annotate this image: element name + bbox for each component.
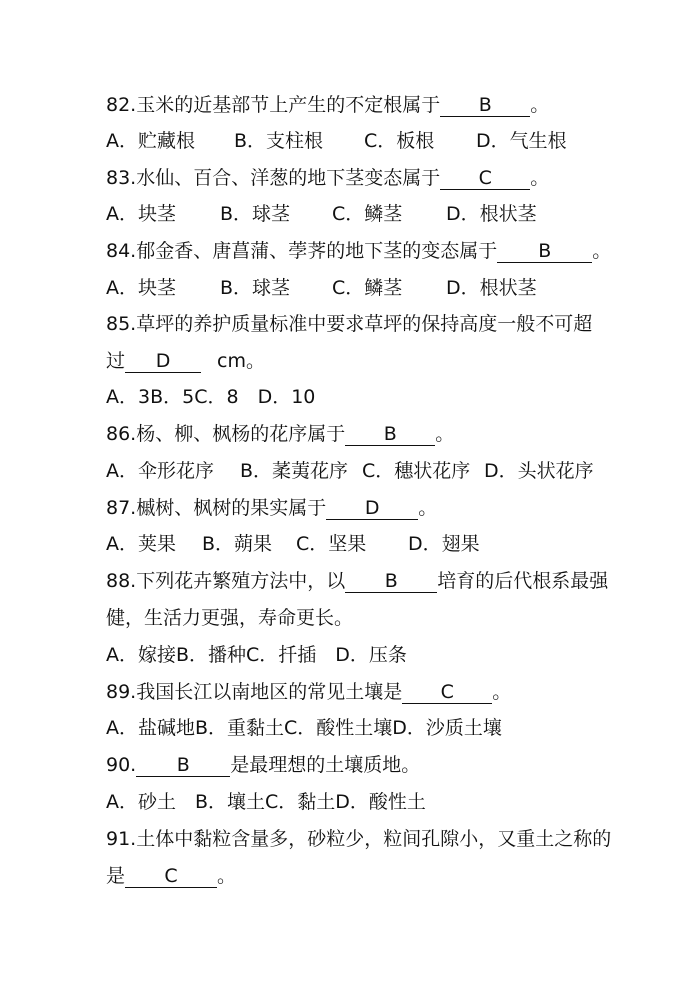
question-82	[106, 92, 684, 118]
option-a: A．块茎	[106, 203, 176, 225]
options-90	[106, 789, 684, 815]
question-suffix: 培育的后代根系最强	[437, 570, 609, 592]
option-d: D．头状花序	[484, 460, 594, 482]
question-87	[106, 495, 684, 521]
answer-blank: B	[345, 423, 435, 446]
option-b: B．蒴果	[202, 533, 273, 555]
options-89	[106, 715, 684, 741]
answer-blank: D	[125, 350, 201, 373]
question-suffix: 。	[435, 423, 455, 445]
question-text: 84.郁金香、唐菖蒲、荸荠的地下茎的变态属于	[106, 240, 498, 262]
option-d: D．气生根	[476, 130, 567, 152]
question-88-cont	[106, 605, 684, 631]
options-text: A．嫁接B．播种C．扦插 D．压条	[106, 644, 407, 666]
question-suffix: cm。	[217, 350, 265, 372]
question-84	[106, 238, 684, 264]
answer-blank: B	[136, 754, 230, 777]
question-text: 87.槭树、枫树的果实属于	[106, 497, 327, 519]
option-d: D．根状茎	[446, 277, 537, 299]
option-a: A．荚果	[106, 533, 176, 555]
question-suffix: 。	[492, 681, 512, 703]
question-suffix: 是最理想的土壤质地。	[230, 754, 421, 776]
question-suffix: 。	[530, 167, 550, 189]
option-b: B．球茎	[220, 277, 291, 299]
options-82	[106, 128, 684, 154]
question-suffix: 。	[592, 240, 612, 262]
question-text: 91.土体中黏粒含量多，砂粒少，粒间孔隙小，又重土之称的	[106, 828, 612, 850]
answer-blank: C	[402, 681, 492, 704]
question-86	[106, 421, 684, 447]
option-a: A．贮藏根	[106, 130, 195, 152]
options-text: A．3B．5C．8 D．10	[106, 386, 316, 408]
option-a: A．伞形花序	[106, 460, 214, 482]
options-88	[106, 642, 684, 668]
question-suffix: 。	[217, 865, 237, 887]
option-c: C．板根	[364, 130, 435, 152]
question-text: 过	[106, 350, 126, 372]
answer-blank: B	[345, 570, 437, 593]
question-83	[106, 165, 684, 191]
options-83	[106, 201, 684, 227]
option-d: D．根状茎	[446, 203, 537, 225]
option-b: B．葇荑花序	[240, 460, 349, 482]
option-b: B．支柱根	[234, 130, 324, 152]
question-88	[106, 568, 684, 594]
answer-blank: C	[125, 865, 217, 888]
question-89	[106, 679, 684, 705]
question-85-cont	[106, 348, 684, 374]
question-text: 是	[106, 865, 126, 887]
answer-blank: B	[497, 240, 592, 263]
options-text: A．盐碱地B．重黏土C．酸性土壤D．沙质土壤	[106, 717, 502, 739]
option-a: A．块茎	[106, 277, 176, 299]
answer-blank: D	[326, 497, 418, 520]
question-text: 85.草坪的养护质量标准中要求草坪的保持高度一般不可超	[106, 313, 593, 335]
question-suffix: 。	[530, 94, 550, 116]
options-85	[106, 384, 684, 410]
option-c: C．坚果	[296, 533, 367, 555]
question-85	[106, 311, 684, 337]
question-suffix: 。	[418, 497, 438, 519]
options-87	[106, 531, 684, 557]
question-91	[106, 826, 684, 852]
options-86	[106, 458, 684, 484]
option-d: D．翅果	[408, 533, 480, 555]
question-text: 健，生活力更强，寿命更长。	[106, 607, 354, 629]
option-b: B．球茎	[220, 203, 291, 225]
option-c: C．穗状花序	[362, 460, 471, 482]
question-text: 82.玉米的近基部节上产生的不定根属于	[106, 94, 441, 116]
question-91-cont	[106, 863, 684, 889]
options-84	[106, 275, 684, 301]
question-text: 83.水仙、百合、洋葱的地下茎变态属于	[106, 167, 441, 189]
option-c: C．鳞茎	[332, 203, 403, 225]
question-text: 90.	[106, 754, 137, 776]
answer-blank: C	[440, 167, 530, 190]
question-text: 89.我国长江以南地区的常见土壤是	[106, 681, 403, 703]
question-text: 88.下列花卉繁殖方法中，以	[106, 570, 346, 592]
question-90	[106, 752, 684, 778]
question-text: 86.杨、柳、枫杨的花序属于	[106, 423, 346, 445]
answer-blank: B	[440, 94, 530, 117]
option-c: C．鳞茎	[332, 277, 403, 299]
options-text: A．砂土 B．壤土C．黏土D．酸性土	[106, 791, 426, 813]
